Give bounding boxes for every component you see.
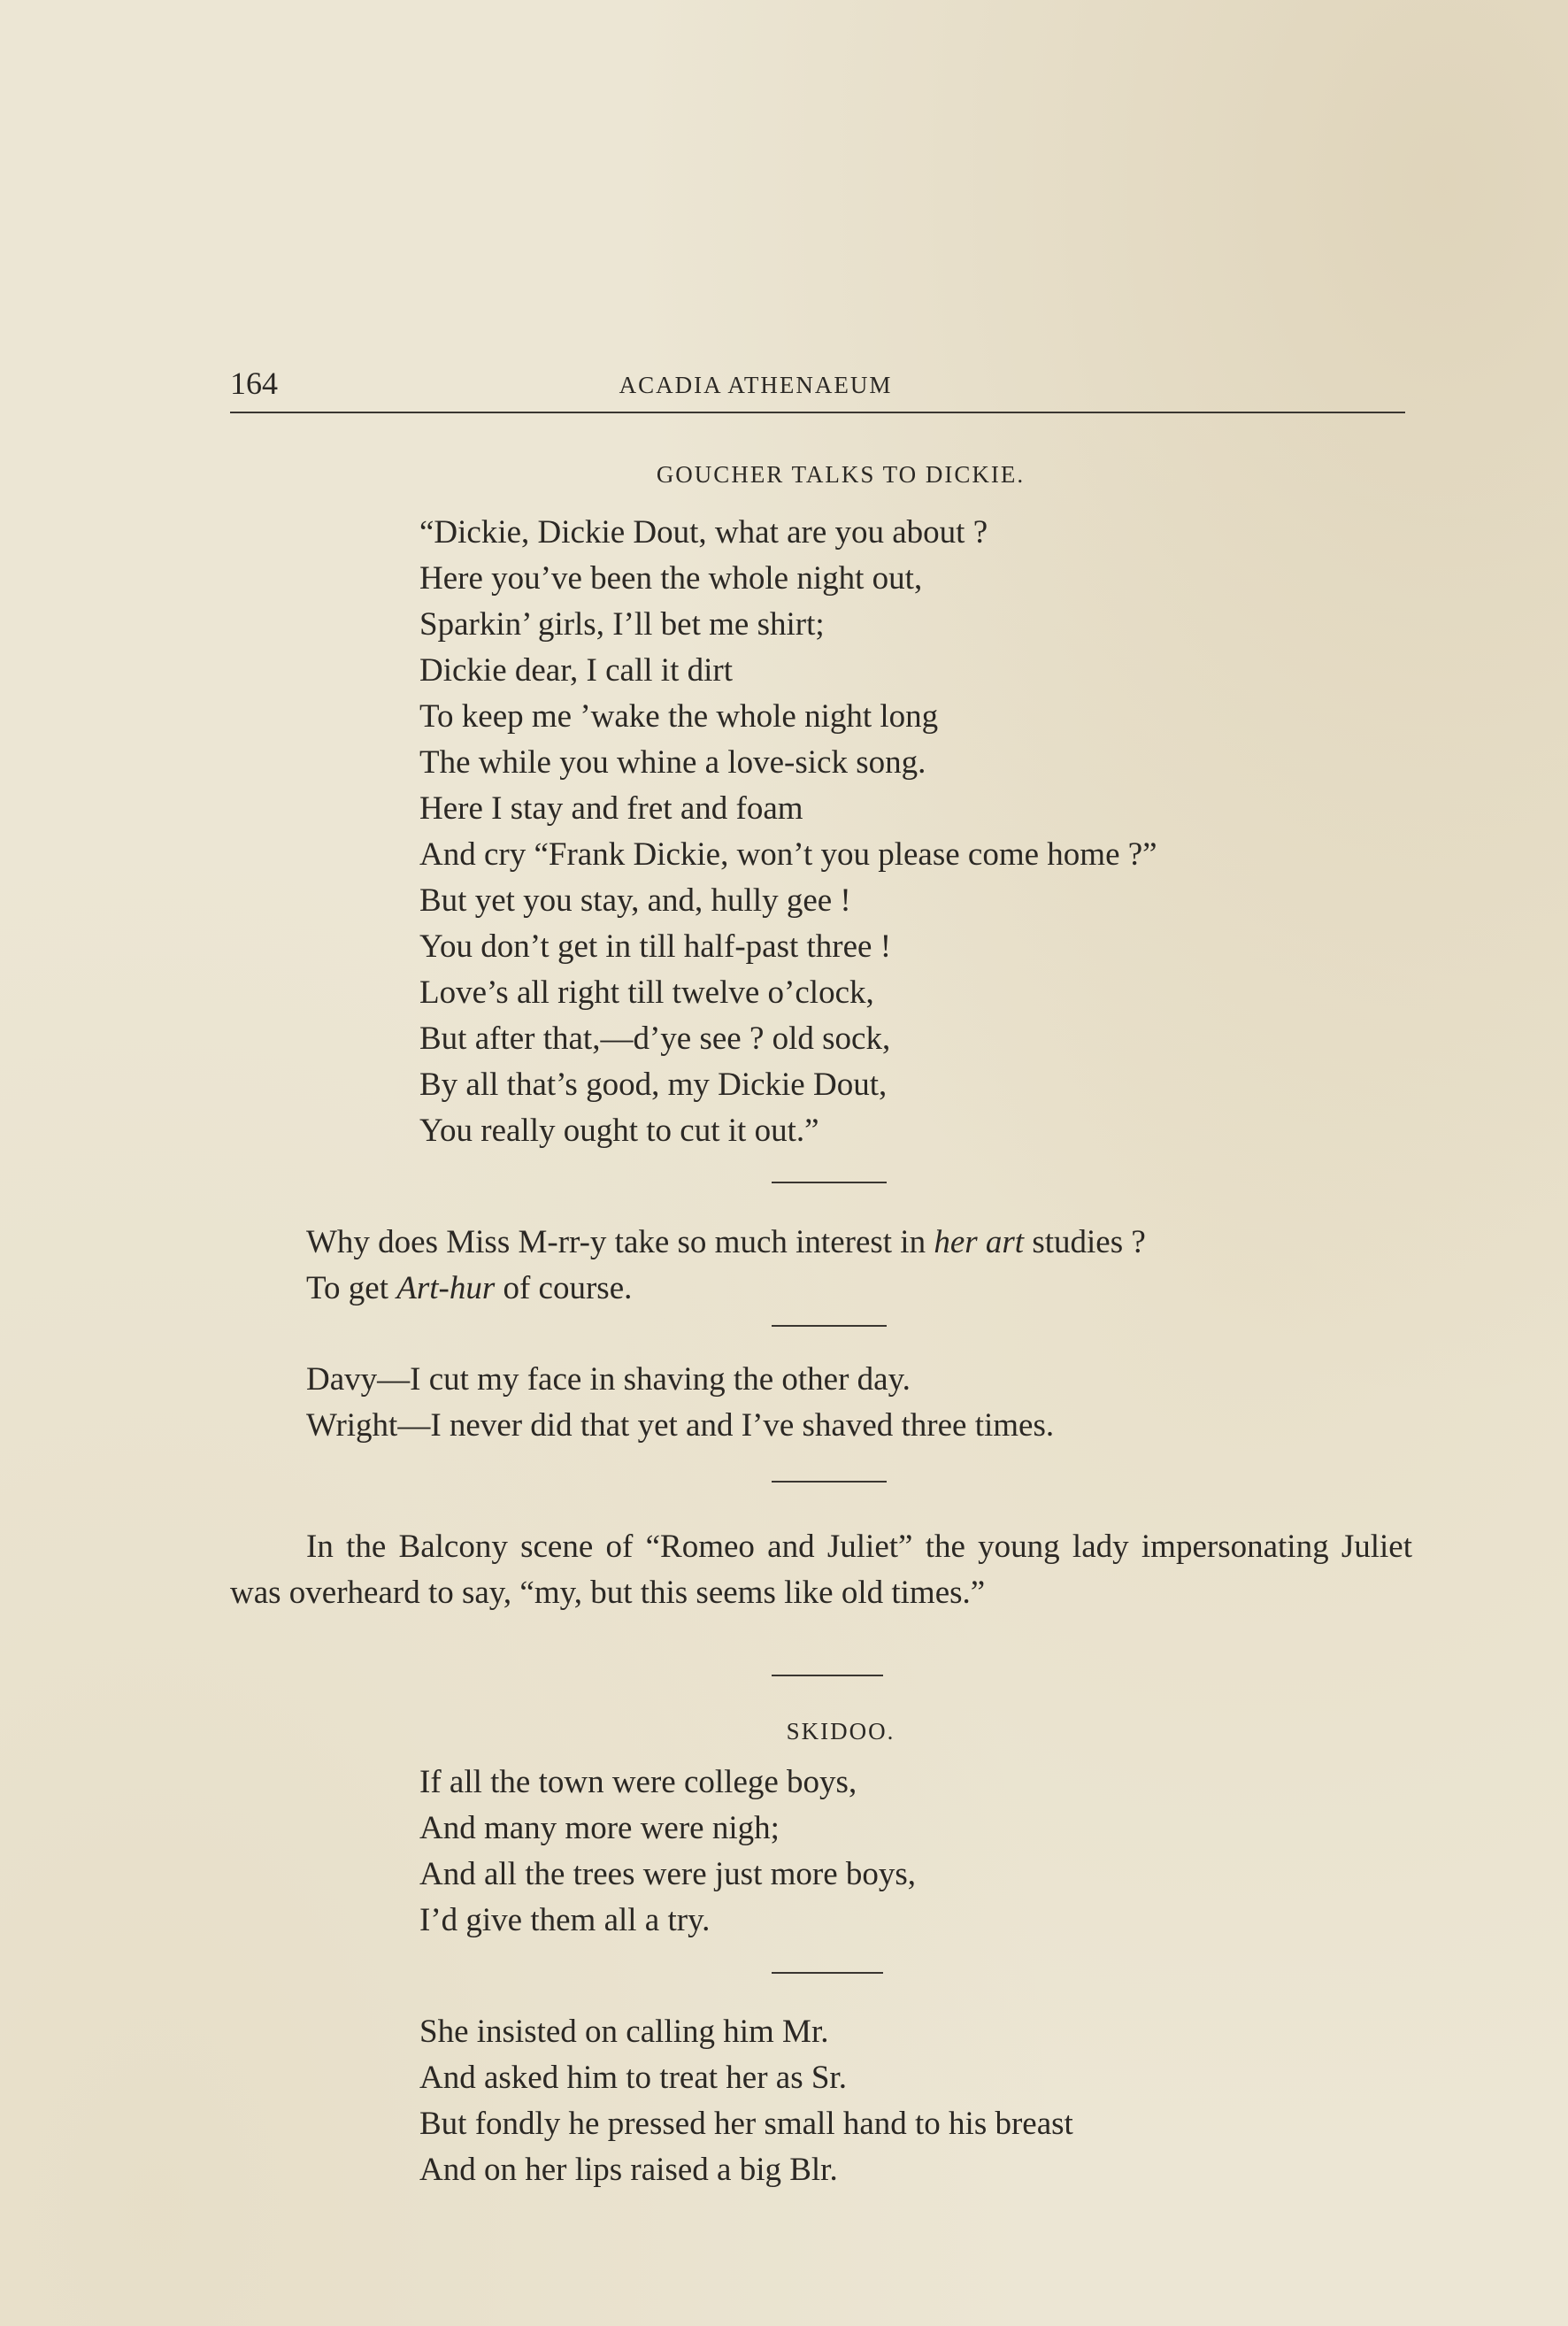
verse-line: But fondly he pressed her small hand to his breast [419, 2106, 1073, 2142]
page-header [230, 361, 1405, 414]
verse-line: And all the trees were just more boys, [419, 1856, 917, 1892]
page-number: 164 [230, 366, 278, 401]
section-separator [772, 1325, 887, 1327]
verse-line: If all the town were college boys, [419, 1764, 857, 1800]
joke-question: Why does Miss M-rr-y take so much interest in her art studies ? [306, 1224, 1146, 1260]
joke-art-studies [306, 1220, 1412, 1312]
section-separator [772, 1182, 887, 1183]
section-separator [772, 1675, 883, 1676]
paragraph: In the Balcony scene of “Romeo and Juliet” the young lady impersonating Juliet was overheard to say, “my, but this seems like old times.” [230, 1529, 1412, 1611]
verse-line: The while you whine a love-sick song. [419, 744, 926, 781]
verse-line: I’d give them all a try. [419, 1902, 711, 1938]
verse-line: Love’s all right till twelve o’clock, [419, 974, 874, 1011]
joke-balcony-scene [230, 1524, 1412, 1616]
verse-line: You don’t get in till half-past three ! [419, 928, 892, 965]
section-separator [772, 1481, 887, 1483]
verse-line: And many more were nigh; [419, 1810, 780, 1846]
verse-line: Here I stay and fret and foam [419, 790, 803, 827]
verse-line: Here you’ve been the whole night out, [419, 560, 923, 597]
verse-line: And asked him to treat her as Sr. [419, 2060, 847, 2096]
header-rule [230, 412, 1405, 413]
verse-line: By all that’s good, my Dickie Dout, [419, 1067, 888, 1103]
verse-line: And on her lips raised a big Blr. [419, 2152, 838, 2188]
verse-line: And cry “Frank Dickie, won’t you please come home ?” [419, 836, 1157, 873]
poem-goucher [419, 510, 1157, 1154]
poem-title-goucher: GOUCHER TALKS TO DICKIE. [656, 461, 1026, 488]
running-title: ACADIA ATHENAEUM [619, 372, 893, 398]
verse-line: To keep me ’wake the whole night long [419, 698, 939, 735]
dialogue-line: Davy—I cut my face in shaving the other day. [306, 1361, 911, 1398]
poem-skidoo [419, 1760, 916, 1944]
joke-answer: To get Art-hur of course. [306, 1270, 633, 1306]
dialogue-line: Wright—I never did that yet and I’ve shaved three times. [306, 1407, 1055, 1444]
verse-line: But yet you stay, and, hully gee ! [419, 882, 851, 919]
poem-mr-sr [419, 2009, 1073, 2193]
verse-line: But after that,—d’ye see ? old sock, [419, 1021, 891, 1057]
verse-line: Sparkin’ girls, I’ll bet me shirt; [419, 606, 825, 643]
section-separator [772, 1972, 883, 1974]
verse-line: Dickie dear, I call it dirt [419, 652, 733, 689]
verse-line: You really ought to cut it out.” [419, 1113, 819, 1149]
verse-line: She insisted on calling him Mr. [419, 2014, 829, 2050]
verse-line: “Dickie, Dickie Dout, what are you about ? [419, 514, 988, 551]
joke-shaving [306, 1357, 1412, 1449]
poem-title-skidoo: SKIDOO. [786, 1718, 895, 1744]
